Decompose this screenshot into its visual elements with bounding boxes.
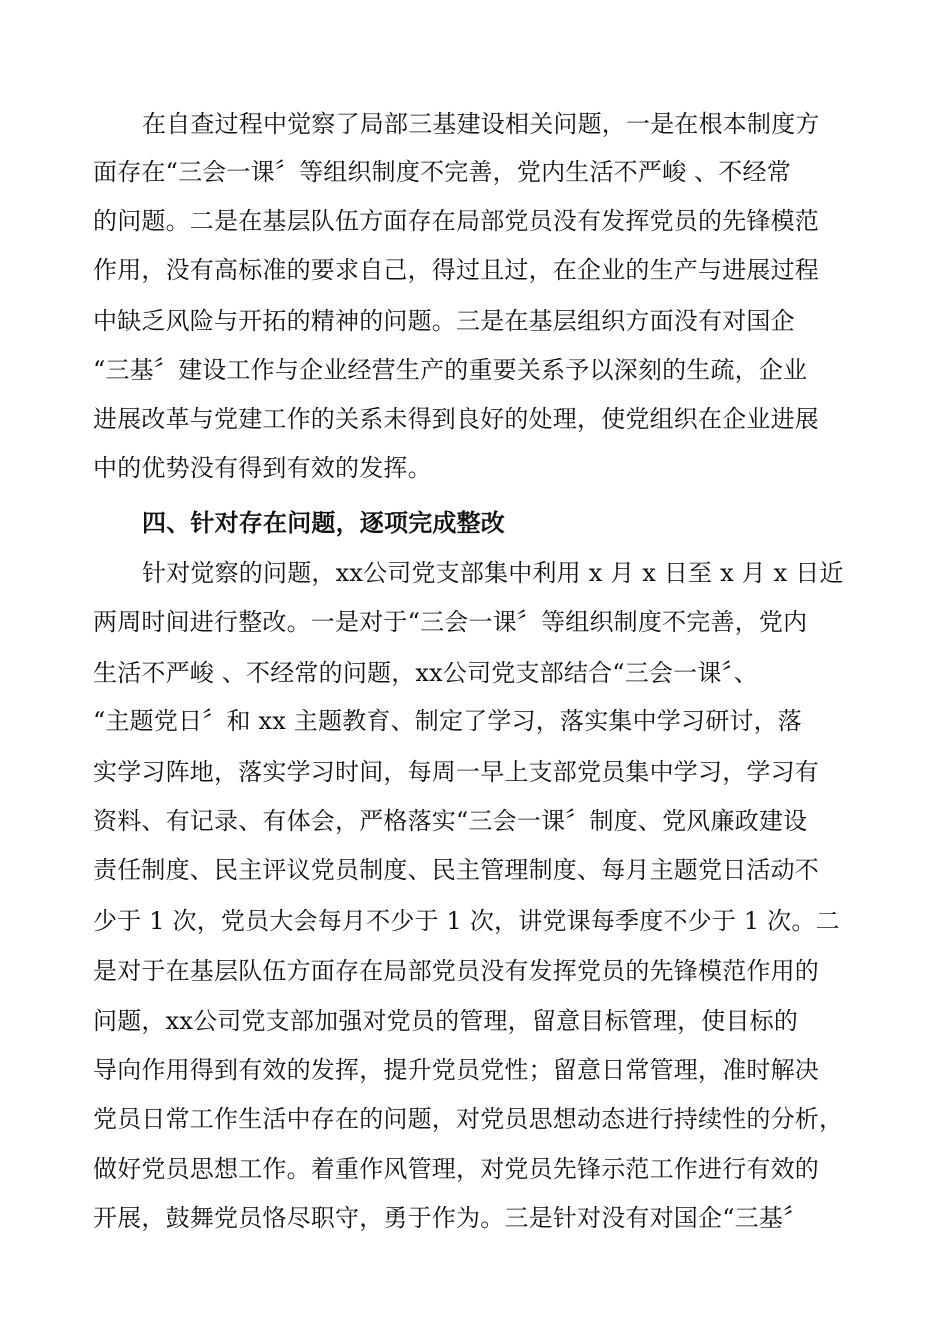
paragraph-line: 中的优势没有得到有效的发挥。 xyxy=(93,454,432,482)
paragraph-line: 两周时间进行整改。一是对于“三会一课〞等组织制度不完善，党内 xyxy=(93,608,808,636)
paragraph-line: 在自查过程中觉察了局部三基建设相关问题，一是在根本制度方 xyxy=(142,110,820,138)
paragraph-line: 是对于在基层队伍方面存在局部党员没有发挥党员的先锋模范作用的 xyxy=(93,957,819,985)
paragraph-line: 针对觉察的问题，xx公司党支部集中利用 x 月 x 日至 x 月 x 日近 xyxy=(142,559,844,587)
paragraph-line: 实学习阵地，落实学习时间，每周一早上支部党员集中学习，学习有 xyxy=(93,758,819,786)
paragraph-line: 作用，没有高标准的要求自己，得过且过，在企业的生产与进展过程 xyxy=(93,256,819,284)
paragraph-line: “主题党日〞和 xx 主题教育、制定了学习，落实集中学习研讨，落 xyxy=(93,707,802,735)
paragraph-line: 少于 1 次，党员大会每月不少于 1 次，讲党课每季度不少于 1 次。二 xyxy=(93,907,840,935)
paragraph-line: 的问题。二是在基层队伍方面存在局部党员没有发挥党员的先锋模范 xyxy=(93,207,819,235)
paragraph-line: 责任制度、民主评议党员制度、民主管理制度、每月主题党日活动不 xyxy=(93,856,819,884)
paragraph-line: 资料、有记录、有体会，严格落实“三会一课〞制度、党风廉政建设 xyxy=(93,807,808,835)
paragraph-line: 导向作用得到有效的发挥，提升党员党性；留意日常管理，准时解决 xyxy=(93,1056,819,1084)
paragraph-line: 生活不严峻 、不经常的问题，xx公司党支部结合“三会一课〞、 xyxy=(93,659,758,687)
paragraph-line: 做好党员思想工作。着重作风管理，对党员先锋示范工作进行有效的 xyxy=(93,1155,819,1183)
paragraph-line: 开展，鼓舞党员恪尽职守，勇于作为。三是针对没有对国企“三基〞 xyxy=(93,1204,808,1232)
paragraph-line: 面存在“三会一课〞等组织制度不完善，党内生活不严峻 、不经常 xyxy=(93,158,791,186)
paragraph-line: 党员日常工作生活中存在的问题，对党员思想动态进行持续性的分析， xyxy=(93,1105,844,1133)
paragraph-line: 中缺乏风险与开拓的精神的问题。三是在基层组织方面没有对国企 xyxy=(93,307,795,335)
paragraph-line: 进展改革与党建工作的关系未得到良好的处理，使党组织在企业进展 xyxy=(93,405,819,433)
paragraph-line: 问题，xx公司党支部加强对党员的管理，留意目标管理，使目标的 xyxy=(93,1007,799,1035)
section-heading: 四、针对存在问题，逐项完成整改 xyxy=(142,509,505,537)
paragraph-line: “三基〞建设工作与企业经营生产的重要关系予以深刻的生疏，企业 xyxy=(93,356,808,384)
